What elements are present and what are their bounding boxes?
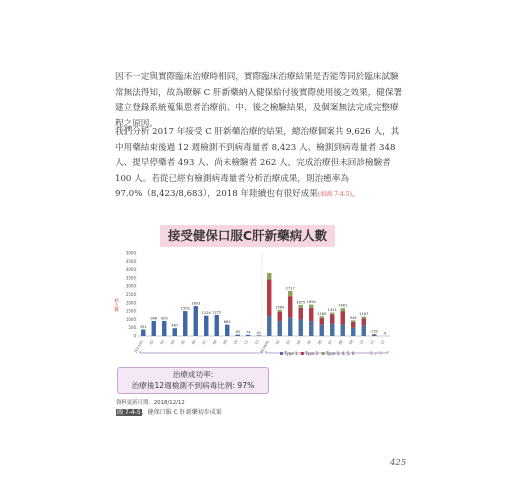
- page-number: 425: [390, 458, 407, 468]
- bar-value-label: 1502: [180, 306, 190, 311]
- bar-value-label: 85: [235, 330, 241, 335]
- bar-2018-10-type-3-4-5-6: [362, 317, 366, 319]
- bar-2018-8-type-3-4-5-6: [341, 308, 345, 311]
- bar-2018-3-type-1: [288, 318, 292, 336]
- bar-2018-7-type-3-4-5-6: [330, 313, 334, 315]
- x-tick-label: 07: [327, 339, 334, 346]
- y-tick-label: 3000: [125, 283, 136, 289]
- bar-2018-2-type-1: [278, 321, 282, 336]
- x-tick-label: 09: [348, 339, 355, 346]
- success-rate-detail: 治療後12週檢測不到病毒比例: 97%: [131, 381, 255, 390]
- bar-2018-5-type-1: [309, 321, 313, 336]
- bar-2017-4: [173, 328, 177, 336]
- bar-2018-4-type-1: [299, 319, 303, 336]
- bar-2018-9-type-3-4-5-6: [351, 320, 355, 322]
- figure-caption-text: 、健保口服 C 肝新藥初步成果: [141, 409, 222, 416]
- y-tick-label: 2500: [125, 292, 136, 297]
- y-tick-label: 1500: [125, 308, 136, 314]
- bar-2017-12: [257, 335, 261, 336]
- x-tick-label: 02: [274, 339, 281, 346]
- x-tick-label: 06: [316, 339, 323, 346]
- x-tick-label: 06: [190, 339, 197, 346]
- chart-title: 接受健保口服C肝新藥病人數: [160, 225, 335, 247]
- bar-value-label: 2717: [285, 286, 295, 291]
- paragraph-2-end: 。: [351, 189, 361, 199]
- bar-value-label: 1803: [191, 301, 201, 306]
- bar-value-label: 944: [349, 315, 357, 320]
- bar-2018-2-type-2: [278, 312, 282, 321]
- bar-2017-8: [215, 315, 219, 336]
- bar-2018-9-type-1: [351, 328, 355, 336]
- bar-2018-9-type-2: [351, 322, 355, 328]
- bar-value-label: 906: [150, 316, 158, 321]
- x-tick-label: 11: [243, 339, 250, 346]
- x-tick-label: 03: [285, 339, 292, 346]
- bar-value-label: 467: [171, 323, 179, 328]
- bar-2018-3-type-2: [288, 296, 292, 318]
- y-axis-label: 病人數: [113, 298, 119, 312]
- bar-2018-4-type-2: [299, 308, 303, 320]
- x-tick-label: 05: [306, 339, 313, 346]
- bar-value-label: 41: [256, 330, 262, 335]
- y-tick-label: 3500: [125, 275, 136, 281]
- bar-2018-6-type-1: [320, 324, 324, 336]
- year-bracket: [140, 351, 262, 353]
- success-rate-box: [117, 367, 269, 394]
- legend: [280, 350, 382, 357]
- legend-swatch: [280, 352, 283, 355]
- y-tick-label: 5000: [125, 250, 136, 256]
- bar-2017-2: [152, 321, 156, 336]
- bar-2017-3: [162, 321, 166, 336]
- bar-value-label: 118: [370, 329, 378, 334]
- bar-2018-10-type-1: [362, 325, 366, 336]
- x-tick-label: 11: [369, 339, 376, 346]
- x-tick-label: 04: [295, 339, 302, 346]
- bar-value-label: 1569: [275, 305, 285, 310]
- x-tick-label: 02: [148, 339, 155, 346]
- bar-value-label: 1224: [201, 311, 211, 316]
- figure-caption: [116, 407, 222, 416]
- body-paragraph-2: [115, 125, 405, 203]
- x-unit-label: 年 / 月: [369, 352, 383, 357]
- bar-2018-11-type-2: [372, 334, 376, 335]
- bar-value-label: 1894: [306, 300, 316, 305]
- x-tick-label: 04: [169, 339, 176, 346]
- x-tick-label: 05: [180, 339, 187, 346]
- bar-value-label: 909: [160, 316, 168, 321]
- figure-reference-link[interactable]: (如圖 7-4-5): [317, 191, 352, 198]
- y-tick-label: 0: [133, 333, 136, 339]
- x-tick-label: 07: [201, 339, 208, 346]
- success-rate-title: 治療成功率:: [172, 370, 214, 379]
- bar-chart: [110, 248, 410, 368]
- bar-2018-3-type-3-4-5-6: [288, 291, 292, 296]
- value-labels: [140, 286, 387, 335]
- bar-2018-8-type-1: [341, 324, 345, 336]
- x-tick-label: 12: [253, 339, 260, 346]
- x-tick-label: 03: [159, 339, 166, 346]
- bar-2018-11-type-1: [372, 335, 376, 336]
- legend-label: Type 3, 4, 5, 6: [326, 350, 355, 356]
- bar-value-label: 1411: [327, 308, 337, 313]
- x-tick-label: 08: [211, 339, 218, 346]
- bar-value-label: 74: [245, 330, 251, 335]
- x-tick-label: 08: [337, 339, 344, 346]
- x-tick-label: 12: [379, 339, 386, 346]
- x-tick-label: 10: [358, 339, 365, 346]
- y-tick-label: 1000: [125, 316, 136, 322]
- bar-2017-6: [194, 306, 198, 336]
- bar-2017-1: [141, 330, 145, 336]
- y-tick-label: 2000: [125, 300, 136, 306]
- legend-label: Type 1: [284, 350, 298, 356]
- body-paragraph-1: 因不一定與實際臨床治療時相同，實際臨床治療結果是否能等同於臨床試驗常無法得知，故為瞭解 C 肝新藥納入健保給付後實際使用後之效果，健保署建立登錄系統蒐集患者治療前、中、後之檢驗結果，及個案無法完成完整療程之原因。: [115, 72, 403, 129]
- bar-value-label: 1875: [296, 300, 306, 305]
- bar-value-label: 1681: [338, 303, 348, 308]
- bar-2018-7-type-2: [330, 314, 334, 323]
- legend-swatch: [322, 352, 325, 355]
- legend-label: Type 2: [305, 350, 319, 356]
- bar-2018-6-type-2: [320, 318, 324, 324]
- data-source-note: 資料更新日期：2018/12/12: [116, 400, 185, 406]
- y-tick-label: 4000: [125, 267, 136, 273]
- bar-2018-5-type-3-4-5-6: [309, 305, 313, 308]
- y-tick-label: 4500: [125, 258, 136, 264]
- bar-value-label: 1167: [359, 312, 369, 317]
- figure-number: 圖 7-4-5: [117, 409, 141, 416]
- bar-2018-6-type-3-4-5-6: [320, 316, 324, 318]
- bar-2017-7: [204, 316, 208, 336]
- bar-2018-8-type-2: [341, 311, 345, 324]
- bar-value-label: 1272: [212, 310, 222, 315]
- bar-2018-5-type-2: [309, 308, 313, 321]
- x-tick-label: 2018/01: [259, 339, 271, 354]
- bar-2018-4-type-3-4-5-6: [299, 305, 303, 308]
- bar-2017-9: [225, 325, 229, 336]
- bar-2018-1-type-1: [267, 316, 271, 336]
- bar-2018-7-type-1: [330, 324, 334, 336]
- bar-2018-1-type-3-4-5-6: [267, 273, 271, 280]
- bar-value-label: 685: [223, 320, 231, 325]
- bar-2017-11: [246, 335, 250, 336]
- bar-2018-1-type-2: [267, 280, 271, 317]
- bar-2017-5: [183, 311, 187, 336]
- x-tick-label: 2017/01: [133, 339, 145, 354]
- legend-swatch: [301, 352, 304, 355]
- bar-value-label: 4: [383, 331, 386, 336]
- y-axis: [126, 251, 390, 354]
- bar-2017-10: [236, 335, 240, 336]
- bar-2018-10-type-2: [362, 318, 366, 325]
- x-tick-label: 09: [222, 339, 229, 346]
- bar-2018-2-type-3-4-5-6: [278, 310, 282, 312]
- bar-value-label: 391: [139, 325, 147, 330]
- paragraph-2-text: 我們分析 2017 年接受 C 肝新藥治療的結果，總治療個案共 9,626 人，其中用藥結束後過 12 週檢測不到病毒量者 8,423 人、檢測到病毒量者 348 人、提早停藥者 493 人、尚未檢驗者 262 人，完成治療但未回診檢驗者 100 人。若從已經有檢測病毒量者分析治療成果，則治癒率為 97.0%（8,423/8,683），2018 年陸續也有很好成果: [115, 127, 400, 199]
- y-tick-label: 500: [128, 325, 136, 331]
- bar-value-label: 1189: [317, 311, 327, 316]
- x-tick-label: 10: [232, 339, 239, 346]
